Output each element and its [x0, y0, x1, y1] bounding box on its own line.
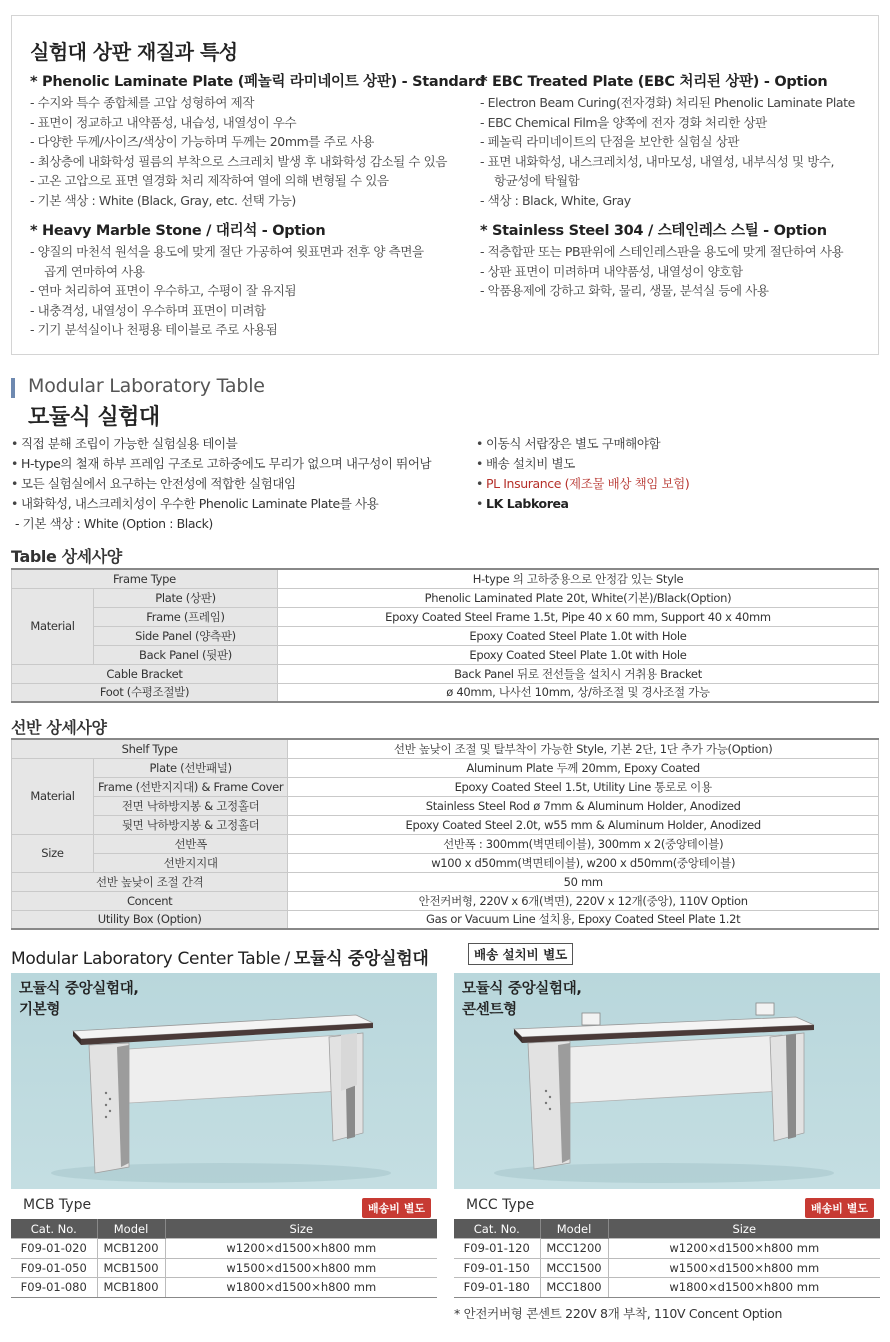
- material-line: - 최상층에 내화학성 필름의 부착으로 스크레치 발생 후 내화학성 감소될 수 있음: [30, 153, 448, 169]
- cat-no: F09-01-150: [454, 1258, 540, 1278]
- table-row: [12, 626, 879, 645]
- material-ebc: [480, 71, 890, 210]
- feature-item: • 배송 설치비 별도: [476, 454, 689, 474]
- header-cat: Cat. No.: [11, 1219, 97, 1239]
- spec-label: Frame Type: [12, 569, 278, 588]
- table-row: [12, 607, 879, 626]
- table-row: [12, 796, 879, 815]
- material-line: - 표면이 정교하고 내약품성, 내습성, 내열성이 우수: [30, 114, 297, 130]
- spec-value: Gas or Vacuum Line 설치용, Epoxy Coated Steel Plate 1.2t: [288, 910, 879, 929]
- materials-box: [11, 15, 879, 355]
- section-accent-bar: [11, 378, 15, 398]
- material-line: - 페놀릭 라미네이트의 단점을 보안한 실험실 상판: [480, 134, 740, 149]
- feature-item: • 모든 실험실에서 요구하는 안전성에 적합한 실험대임: [11, 474, 431, 494]
- material-line: - 상판 표면이 미려하며 내약품성, 내열성이 양호함: [480, 263, 743, 279]
- table-row: [12, 853, 879, 872]
- material-line: - 표면 내화학성, 내스크레치성, 내마모성, 내열성, 내부식성 및 방수,: [480, 153, 835, 169]
- concent-note: * 안전커버형 콘센트 220V 8개 부착, 110V Concent Option: [454, 1306, 783, 1321]
- size: w1200×d1500×h800 mm: [608, 1239, 880, 1259]
- model: MCB1800: [97, 1278, 165, 1298]
- section-title-ko: 모듈식 실험대: [28, 405, 160, 430]
- spec-label: 선반폭: [94, 834, 288, 853]
- material-line: - 기본 색상 : White (Black, Gray, etc. 선택 가능): [30, 192, 296, 208]
- title-separator: /: [284, 949, 290, 969]
- product-name: 모듈식 중앙실험대, 기본형: [19, 981, 139, 1018]
- spec-label: Shelf Type: [12, 739, 288, 758]
- table-row: [454, 1239, 880, 1259]
- feature-item-pl-insurance: • PL Insurance (제조물 배상 책임 보험): [476, 474, 689, 494]
- product-name: 모듈식 중앙실험대, 콘센트형: [462, 981, 582, 1018]
- table-row: [12, 664, 879, 683]
- spec-value: ø 40mm, 나사선 10mm, 상/하조절 및 경사조절 가능: [278, 683, 879, 702]
- spec-value: Epoxy Coated Steel Plate 1.0t with Hole: [278, 645, 879, 664]
- spec-value: Stainless Steel Rod ø 7mm & Aluminum Holder, Anodized: [288, 796, 879, 815]
- material-line: - 적층합판 또는 PB판위에 스테인레스판을 용도에 맞게 절단하여 사용: [480, 244, 844, 259]
- table-row: [12, 588, 879, 607]
- spec-value: 선반 높낮이 조절 및 탈부착이 가능한 Style, 기본 2단, 1단 추가 가능(Option): [288, 739, 879, 758]
- product-image-mcb: [11, 973, 437, 1189]
- spec-value: Back Panel 뒤로 전선들을 설치시 거취용 Bracket: [278, 664, 879, 683]
- header-cat: Cat. No.: [454, 1219, 540, 1239]
- spec-value: H-type 의 고하중용으로 안정감 있는 Style: [278, 569, 879, 588]
- materials-left-column: [30, 71, 485, 350]
- product-card-mcb: [11, 973, 437, 1295]
- materials-title: 실험대 상판 재질과 특성: [30, 40, 238, 64]
- table-row: [12, 645, 879, 664]
- spec-label: Utility Box (Option): [12, 910, 288, 929]
- spec-group-label: Material: [12, 588, 94, 664]
- spec-label: Side Panel (양측판): [94, 626, 278, 645]
- table-row: [12, 569, 879, 588]
- feature-item: • 이동식 서랍장은 별도 구매해야함: [476, 434, 689, 454]
- header-size: Size: [608, 1219, 880, 1239]
- material-line: - 연마 처리하여 표면이 우수하고, 수평이 잘 유지됨: [30, 283, 297, 298]
- model: MCB1500: [97, 1258, 165, 1278]
- spec-value: Epoxy Coated Steel Frame 1.5t, Pipe 40 x 60 mm, Support 40 x 40mm: [278, 607, 879, 626]
- spec-group-label: Material: [12, 758, 94, 834]
- features-left: [11, 434, 431, 534]
- lab-table-concent-illustration: [454, 973, 880, 1189]
- materials-right-column: [480, 71, 890, 311]
- size: w1500×d1500×h800 mm: [165, 1258, 437, 1278]
- product-image-mcc: [454, 973, 880, 1189]
- table-row: [11, 1239, 437, 1259]
- material-line: - 악품용제에 강하고 화학, 물리, 생물, 분석실 등에 사용: [480, 283, 769, 298]
- size: w1800×d1500×h800 mm: [165, 1278, 437, 1298]
- product-type: MCB Type: [23, 1197, 92, 1213]
- lab-table-illustration: [11, 973, 437, 1189]
- table-row: [12, 891, 879, 910]
- bullet-icon: •: [476, 436, 483, 451]
- spec-value: Epoxy Coated Steel 1.5t, Utility Line 통로로 이용: [288, 777, 879, 796]
- material-line: - 다양한 두께/사이즈/색상이 가능하며 두께는 20mm를 주로 사용: [30, 134, 374, 149]
- feature-item: • H-type의 철재 하부 프레임 구조로 고하중에도 무리가 없으며 내구성이 뛰어남: [11, 454, 431, 474]
- spec-label: Back Panel (뒷판): [94, 645, 278, 664]
- material-line: - 양질의 마천석 원석을 용도에 맞게 절단 가공하여 윗표면과 전후 양 측면을: [30, 244, 424, 259]
- center-table-title-ko: 모듈식 중앙실험대: [293, 949, 429, 969]
- material-phenolic: [30, 71, 485, 210]
- spec-label: 선반 높낮이 조절 간격: [12, 872, 288, 891]
- model: MCB1200: [97, 1239, 165, 1259]
- table-header-row: [454, 1219, 880, 1239]
- table-row: [454, 1258, 880, 1278]
- spec-label: Cable Bracket: [12, 664, 278, 683]
- material-line: - 색상 : Black, White, Gray: [480, 192, 631, 208]
- cat-no: F09-01-050: [11, 1258, 97, 1278]
- material-line: - Electron Beam Curing(전자경화) 처리된 Phenolic Laminate Plate: [480, 95, 855, 110]
- spec-value: 안전커버형, 220V x 6개(벽면), 220V x 12개(중앙), 110V Option: [288, 891, 879, 910]
- spec-label: Foot (수평조절발): [12, 683, 278, 702]
- feature-item-labkorea: • LK Labkorea: [476, 494, 689, 514]
- feature-item: • 직접 분해 조립이 가능한 실험실용 테이블: [11, 434, 431, 454]
- section-title-en: Modular Laboratory Table: [28, 375, 265, 397]
- bullet-icon: •: [476, 476, 483, 491]
- spec-value: 50 mm: [288, 872, 879, 891]
- shipping-badge: 배송비 별도: [362, 1198, 431, 1218]
- size: w1800×d1500×h800 mm: [608, 1278, 880, 1298]
- product-table-mcb: [11, 1219, 437, 1298]
- spec-label: Frame (선반지지대) & Frame Cover: [94, 777, 288, 796]
- spec-label: 전면 낙하방지봉 & 고정홀더: [94, 796, 288, 815]
- features-right: [476, 434, 689, 514]
- spec-value: Phenolic Laminated Plate 20t, White(기본)/Black(Option): [278, 588, 879, 607]
- table-row: [12, 815, 879, 834]
- table-row: [11, 1278, 437, 1298]
- spec-value: Epoxy Coated Steel 2.0t, w55 mm & Aluminum Holder, Anodized: [288, 815, 879, 834]
- cat-no: F09-01-120: [454, 1239, 540, 1259]
- table-spec-title: Table 상세사양: [11, 547, 122, 566]
- cat-no: F09-01-180: [454, 1278, 540, 1298]
- material-line: - 기기 분석실이나 천평용 테이블로 주로 사용됨: [30, 322, 278, 337]
- cat-no: F09-01-020: [11, 1239, 97, 1259]
- bullet-icon: •: [11, 496, 18, 511]
- table-row: [12, 739, 879, 758]
- material-heading: * Stainless Steel 304 / 스테인레스 스틸 - Option: [480, 223, 827, 239]
- spec-label: Plate (상판): [94, 588, 278, 607]
- shelf-spec-title: 선반 상세사양: [11, 718, 107, 737]
- model: MCC1200: [540, 1239, 608, 1259]
- bullet-icon: •: [11, 476, 18, 491]
- model: MCC1800: [540, 1278, 608, 1298]
- table-row: [11, 1258, 437, 1278]
- material-heading: * Phenolic Laminate Plate (페놀릭 라미네이트 상판) - Standard: [30, 74, 485, 90]
- material-line: - 내충격성, 내열성이 우수하며 표면이 미려함: [30, 302, 266, 318]
- header-model: Model: [97, 1219, 165, 1239]
- table-row: [454, 1278, 880, 1298]
- size: w1500×d1500×h800 mm: [608, 1258, 880, 1278]
- table-row: [12, 834, 879, 853]
- feature-item: • 내화학성, 내스크레치성이 우수한 Phenolic Laminate Plate를 사용: [11, 494, 431, 514]
- table-header-row: [11, 1219, 437, 1239]
- table-row: [12, 758, 879, 777]
- spec-value: w100 x d50mm(벽면테이블), w200 x d50mm(중앙테이블): [288, 853, 879, 872]
- bullet-icon: •: [11, 436, 18, 451]
- center-table-title-en: Modular Laboratory Center Table: [11, 949, 281, 969]
- bullet-icon: •: [11, 456, 18, 471]
- material-line: - EBC Chemical Film을 양쪽에 전자 경화 처리한 상판: [480, 114, 767, 130]
- spec-label: Concent: [12, 891, 288, 910]
- material-stainless: [480, 220, 890, 301]
- shelf-spec-table: [11, 738, 879, 930]
- header-model: Model: [540, 1219, 608, 1239]
- product-type: MCC Type: [466, 1197, 535, 1213]
- table-row: [12, 910, 879, 929]
- size: w1200×d1500×h800 mm: [165, 1239, 437, 1259]
- spec-group-label: Size: [12, 834, 94, 872]
- spec-value: Aluminum Plate 두께 20mm, Epoxy Coated: [288, 758, 879, 777]
- spec-value: Epoxy Coated Steel Plate 1.0t with Hole: [278, 626, 879, 645]
- table-row: [12, 777, 879, 796]
- product-card-mcc: [454, 973, 880, 1295]
- material-marble: [30, 220, 470, 340]
- center-table-title: [11, 944, 429, 969]
- bullet-icon: •: [476, 456, 483, 471]
- material-line: - 고온 고압으로 표면 열경화 처리 제작하여 열에 의해 변형될 수 있음: [30, 173, 389, 188]
- installation-fee-badge: 배송 설치비 별도: [468, 943, 573, 965]
- spec-label: Frame (프레임): [94, 607, 278, 626]
- spec-label: 선반지지대: [94, 853, 288, 872]
- material-heading: * EBC Treated Plate (EBC 처리된 상판) - Option: [480, 74, 828, 90]
- material-heading: * Heavy Marble Stone / 대리석 - Option: [30, 223, 326, 239]
- material-line: 항균성에 탁월함: [494, 173, 580, 188]
- feature-sub-item: - 기본 색상 : White (Option : Black): [15, 516, 213, 531]
- header-size: Size: [165, 1219, 437, 1239]
- material-line: 곱게 연마하여 사용: [44, 263, 145, 279]
- spec-value: 선반폭 : 300mm(벽면테이블), 300mm x 2(중앙테이블): [288, 834, 879, 853]
- material-line: - 수지와 특수 종합체를 고압 성형하여 제작: [30, 95, 255, 110]
- spec-label: 뒷면 낙하방지봉 & 고정홀더: [94, 815, 288, 834]
- table-row: [12, 683, 879, 702]
- bullet-icon: •: [476, 496, 483, 511]
- product-table-mcc: [454, 1219, 880, 1298]
- model: MCC1500: [540, 1258, 608, 1278]
- table-spec-table: [11, 568, 879, 703]
- spec-label: Plate (선반패널): [94, 758, 288, 777]
- table-row: [12, 872, 879, 891]
- shipping-badge: 배송비 별도: [805, 1198, 874, 1218]
- cat-no: F09-01-080: [11, 1278, 97, 1298]
